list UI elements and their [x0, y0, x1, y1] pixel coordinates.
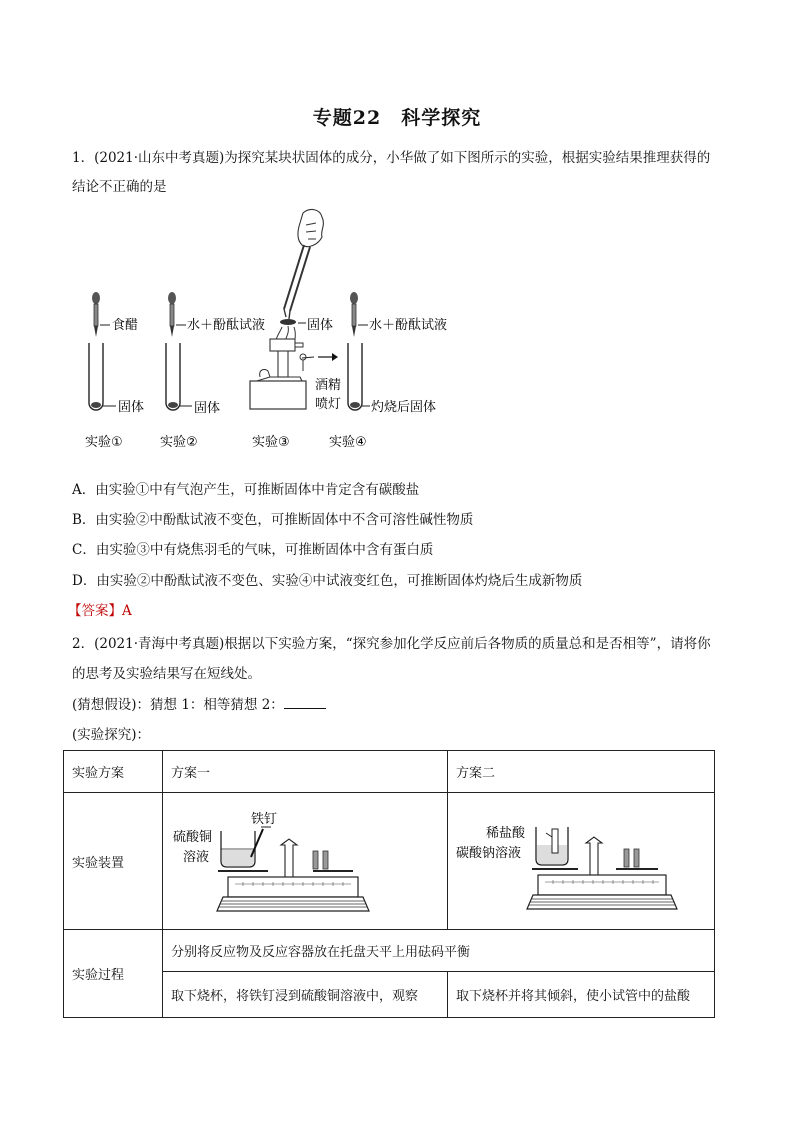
table-row-device [64, 793, 715, 930]
q1-answer [68, 599, 132, 619]
alcohol-blast-lamp [250, 339, 314, 409]
table-row-header [64, 751, 715, 793]
plan1-label-solution: 溶液 [183, 850, 210, 865]
plan2-label-dilute-hcl: 稀盐酸 [486, 826, 526, 841]
cell-process-plan2: 取下烧杯并将其倾斜，使小试管中的盐酸 [448, 972, 715, 1018]
hand-tongs [280, 210, 323, 325]
label-lamp-2: 喷灯 [315, 397, 342, 412]
answer-value: A [122, 603, 132, 619]
answer-blank[interactable] [284, 696, 326, 709]
label-solid-1: 固体 [118, 400, 145, 415]
label-exp1: 实验① [85, 435, 123, 450]
label-vinegar: 食醋 [112, 318, 139, 333]
dropper-2 [168, 292, 186, 337]
label-solid-flame: 固体 [307, 318, 334, 333]
label-solid-2: 固体 [194, 401, 221, 416]
cell-plan1-header: 方案一 [163, 751, 448, 793]
cell-plan1-device [163, 793, 448, 930]
cell-scheme: 实验方案 [64, 751, 163, 793]
label-lamp-1: 酒精 [315, 378, 342, 393]
q1-stem-line1: 1．(2021·山东中考真题)为探究某块状固体的成分，小华做了如下图所示的实验，根据实验结果推理获得的 [72, 150, 711, 166]
q1-option-c: C．由实验③中有烧焦羽毛的气味，可推断固体中含有蛋白质 [72, 542, 434, 558]
plan2-balance-figure [448, 793, 714, 925]
cell-plan2-device [448, 793, 715, 930]
label-exp2: 实验② [160, 435, 198, 450]
plan1-balance-figure [163, 793, 447, 925]
q2-explore-label: (实验探究)： [72, 727, 151, 743]
q2-hypothesis [72, 693, 326, 713]
table-row-process-common [64, 930, 715, 972]
q2-stem-line2: 的思考及实验结果写在短线处。 [72, 666, 261, 682]
plan2-label-sodium-carbonate: 碳酸钠溶液 [456, 846, 522, 861]
label-water-phenol-2: 水＋酚酞试液 [369, 318, 448, 333]
cell-process-common: 分别将反应物及反应容器放在托盘天平上用砝码平衡 [163, 930, 715, 972]
q2-stem-line1: 2．(2021·青海中考真题)根据以下实验方案，“探究参加化学反应前后各物质的质量总和是否相等”，请将你 [72, 636, 711, 652]
label-burnt-solid: 灼烧后固体 [371, 400, 437, 415]
test-tube-4 [348, 343, 370, 410]
cell-process-label: 实验过程 [64, 930, 163, 1018]
hypothesis-text: (猜想假设)：猜想 1：相等猜想 2： [72, 697, 284, 713]
cell-plan2-header: 方案二 [448, 751, 715, 793]
cell-process-plan1: 取下烧杯，将铁钉浸到硫酸铜溶液中，观察 [163, 972, 448, 1018]
experiment-table [63, 750, 715, 1018]
dropper-1 [92, 292, 110, 337]
q1-option-b: B．由实验②中酚酞试液不变色，可推断固体中不含可溶性碱性物质 [72, 512, 474, 528]
test-tube-2 [166, 343, 192, 410]
label-exp3: 实验③ [252, 435, 290, 450]
q1-option-a: A．由实验①中有气泡产生，可推断固体中肯定含有碳酸盐 [72, 482, 420, 498]
plan1-label-copper-sulfate: 硫酸铜 [173, 830, 213, 845]
q1-option-d: D．由实验②中酚酞试液不变色、实验④中试液变红色，可推断固体灼烧后生成新物质 [72, 573, 583, 589]
dropper-3 [350, 292, 368, 337]
q1-experiment-figure [70, 205, 490, 455]
plan1-label-iron-nail: 铁钉 [251, 812, 278, 827]
cell-device-label: 实验装置 [64, 793, 163, 930]
label-exp4: 实验④ [329, 435, 367, 450]
page-title: 专题22 科学探究 [312, 107, 482, 129]
answer-tag: 【答案】 [68, 603, 122, 619]
test-tube-1 [89, 343, 116, 410]
q1-stem-line2: 结论不正确的是 [72, 179, 167, 195]
label-water-phenol-1: 水＋酚酞试液 [187, 318, 266, 333]
